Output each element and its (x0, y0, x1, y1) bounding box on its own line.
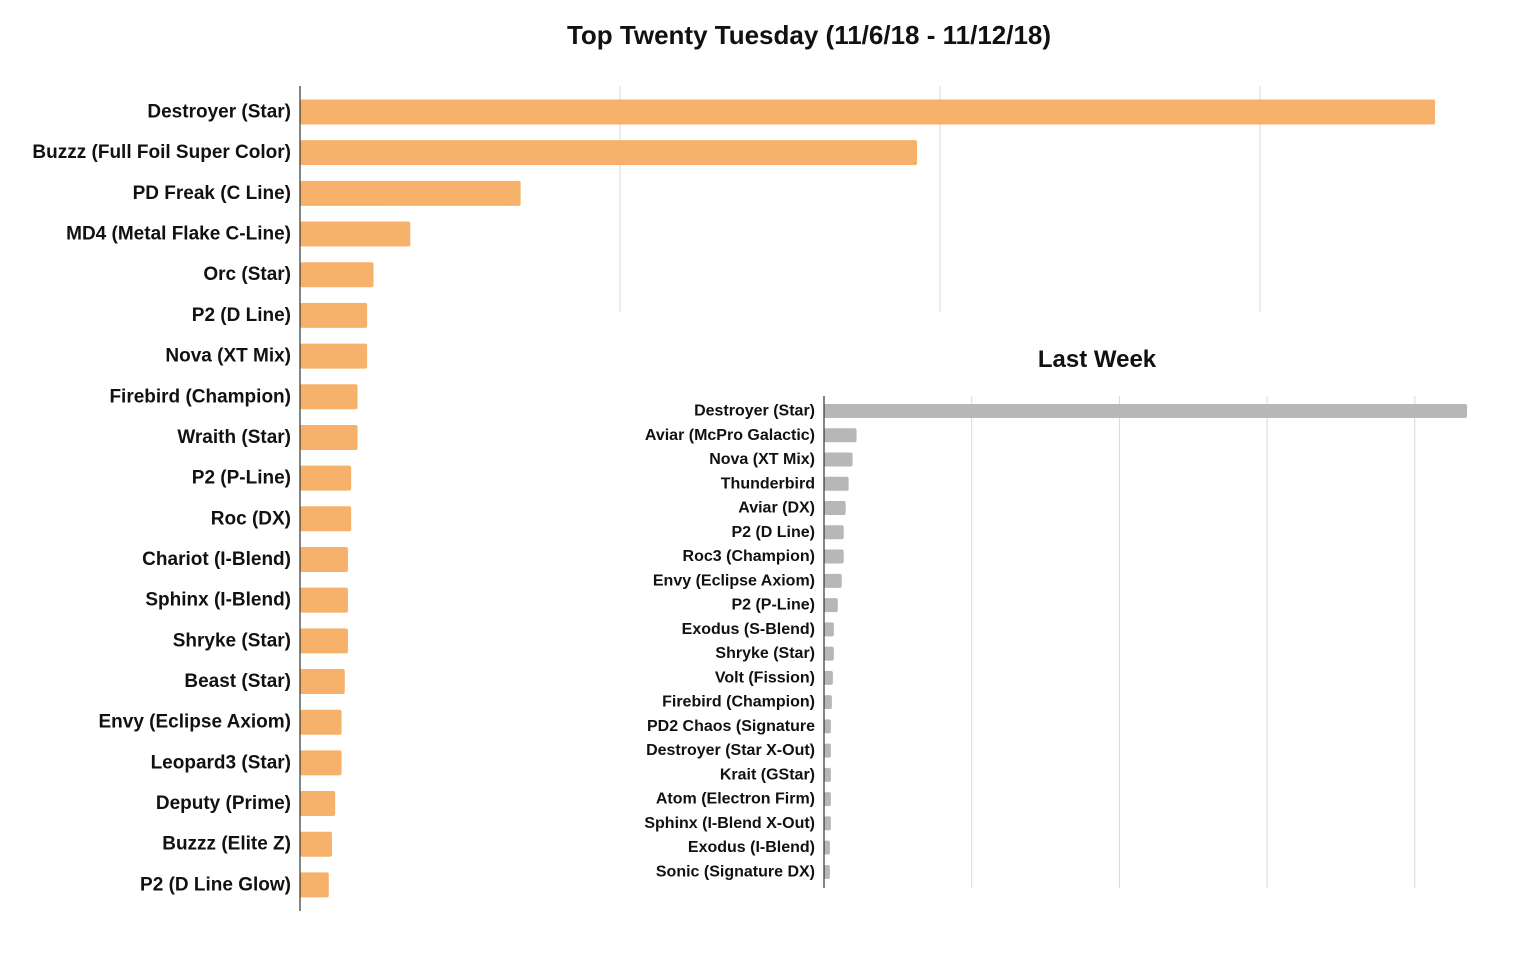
main-chart-title: Top Twenty Tuesday (11/6/18 - 11/12/18) (566, 20, 1052, 50)
inset-chart-category-label: Sphinx (I-Blend X-Out) (644, 814, 815, 832)
inset-chart-bar (824, 428, 857, 442)
main-chart-category-label: Buzzz (Elite Z) (162, 833, 291, 855)
inset-chart-category-label: Firebird (Champion) (662, 693, 815, 711)
main-chart-bar (300, 384, 358, 409)
main-chart-bar (300, 100, 1435, 125)
inset-chart-bar (824, 841, 830, 855)
inset-chart-bar (824, 816, 831, 830)
main-chart-category-label: Firebird (Champion) (109, 386, 291, 408)
main-chart-bar (300, 791, 335, 816)
main-chart-bar (300, 181, 521, 206)
inset-chart-bar (824, 671, 833, 685)
inset-chart-category-label: PD2 Chaos (Signature (646, 717, 815, 735)
main-chart-category-label: MD4 (Metal Flake C-Line) (66, 223, 291, 245)
main-chart-bar (300, 832, 332, 857)
main-chart-category-label: PD Freak (C Line) (132, 182, 291, 204)
inset-chart-bar (824, 768, 831, 782)
main-chart-category-label: Orc (Star) (203, 264, 291, 286)
main-chart-category-label: Leopard3 (Star) (150, 752, 291, 774)
inset-chart-bar (824, 647, 834, 661)
main-chart-bar (300, 140, 917, 165)
main-chart-category-label: P2 (D Line) (191, 304, 291, 326)
inset-chart-bar (824, 550, 844, 564)
inset-chart-bars (824, 404, 1467, 879)
main-chart-category-label: Roc (DX) (210, 508, 291, 530)
inset-chart-bar (824, 477, 849, 491)
main-chart-category-label: Destroyer (Star) (147, 101, 291, 123)
main-chart-category-label: Wraith (Star) (177, 426, 291, 448)
inset-chart-bar (824, 598, 838, 612)
inset-chart-bar (824, 865, 830, 879)
inset-chart-category-label: Destroyer (Star) (694, 402, 815, 420)
main-chart-bars (300, 100, 1435, 898)
main-chart-category-label: P2 (P-Line) (191, 467, 291, 489)
inset-chart-bar (824, 525, 844, 539)
inset-chart-bar (824, 404, 1467, 418)
main-chart-bar (300, 303, 367, 328)
main-chart-bar (300, 344, 367, 369)
main-chart-category-label: P2 (D Line Glow) (140, 874, 291, 896)
main-chart-bar (300, 466, 351, 491)
inset-chart-bar (824, 719, 831, 733)
main-chart-category-label: Chariot (I-Blend) (142, 548, 291, 570)
inset-chart-category-label: Thunderbird (720, 475, 815, 493)
main-chart-bar (300, 669, 345, 694)
inset-chart-gridlines (972, 396, 1415, 888)
inset-chart-category-label: Atom (Electron Firm) (655, 790, 815, 808)
inset-chart-title: Last Week (1037, 346, 1157, 373)
inset-chart-category-label: Nova (XT Mix) (709, 451, 815, 469)
main-chart-bar (300, 547, 348, 572)
main-chart-bar (300, 872, 329, 897)
main-chart-bar (300, 222, 410, 247)
main-chart-bar (300, 262, 374, 287)
main-chart-bar (300, 750, 342, 775)
inset-chart-category-label: Sonic (Signature DX) (655, 863, 815, 881)
inset-chart-category-label: Shryke (Star) (715, 645, 815, 663)
main-chart-category-labels (32, 102, 291, 896)
inset-chart-bar (824, 622, 834, 636)
main-chart-category-label: Envy (Eclipse Axiom) (98, 711, 291, 733)
inset-chart-category-label: Aviar (DX) (738, 499, 815, 517)
inset-chart-category-labels (644, 403, 815, 881)
inset-chart-category-label: P2 (D Line) (731, 523, 815, 541)
main-chart-bar (300, 628, 348, 653)
inset-chart-category-label: P2 (P-Line) (731, 596, 815, 614)
main-chart-bar (300, 588, 348, 613)
inset-chart-category-label: Roc3 (Champion) (682, 548, 815, 566)
main-chart-category-label: Sphinx (I-Blend) (145, 589, 291, 611)
main-chart-category-label: Shryke (Star) (172, 630, 291, 652)
inset-chart-category-label: Aviar (McPro Galactic) (644, 426, 815, 444)
main-chart-category-label: Beast (Star) (184, 671, 291, 693)
inset-chart-category-label: Volt (Fission) (714, 669, 815, 687)
inset-chart-category-label: Krait (GStar) (719, 766, 815, 784)
inset-chart-bar (824, 574, 842, 588)
inset-chart-category-label: Exodus (S-Blend) (681, 620, 815, 638)
main-chart-category-label: Deputy (Prime) (155, 793, 291, 815)
inset-chart-bar (824, 695, 832, 709)
inset-chart-bar (824, 501, 846, 515)
main-chart-bar (300, 710, 342, 735)
inset-chart-category-label: Destroyer (Star X-Out) (646, 742, 815, 760)
main-chart-bar (300, 506, 351, 531)
main-chart-bar (300, 425, 358, 450)
inset-chart-category-label: Exodus (I-Blend) (687, 839, 815, 857)
inset-chart-bar (824, 453, 853, 467)
main-chart-category-label: Nova (XT Mix) (165, 345, 291, 367)
inset-chart-category-label: Envy (Eclipse Axiom) (652, 572, 815, 590)
inset-chart-bar (824, 792, 831, 806)
inset-chart-bar (824, 744, 831, 758)
main-chart-category-label: Buzzz (Full Foil Super Color) (32, 142, 291, 164)
